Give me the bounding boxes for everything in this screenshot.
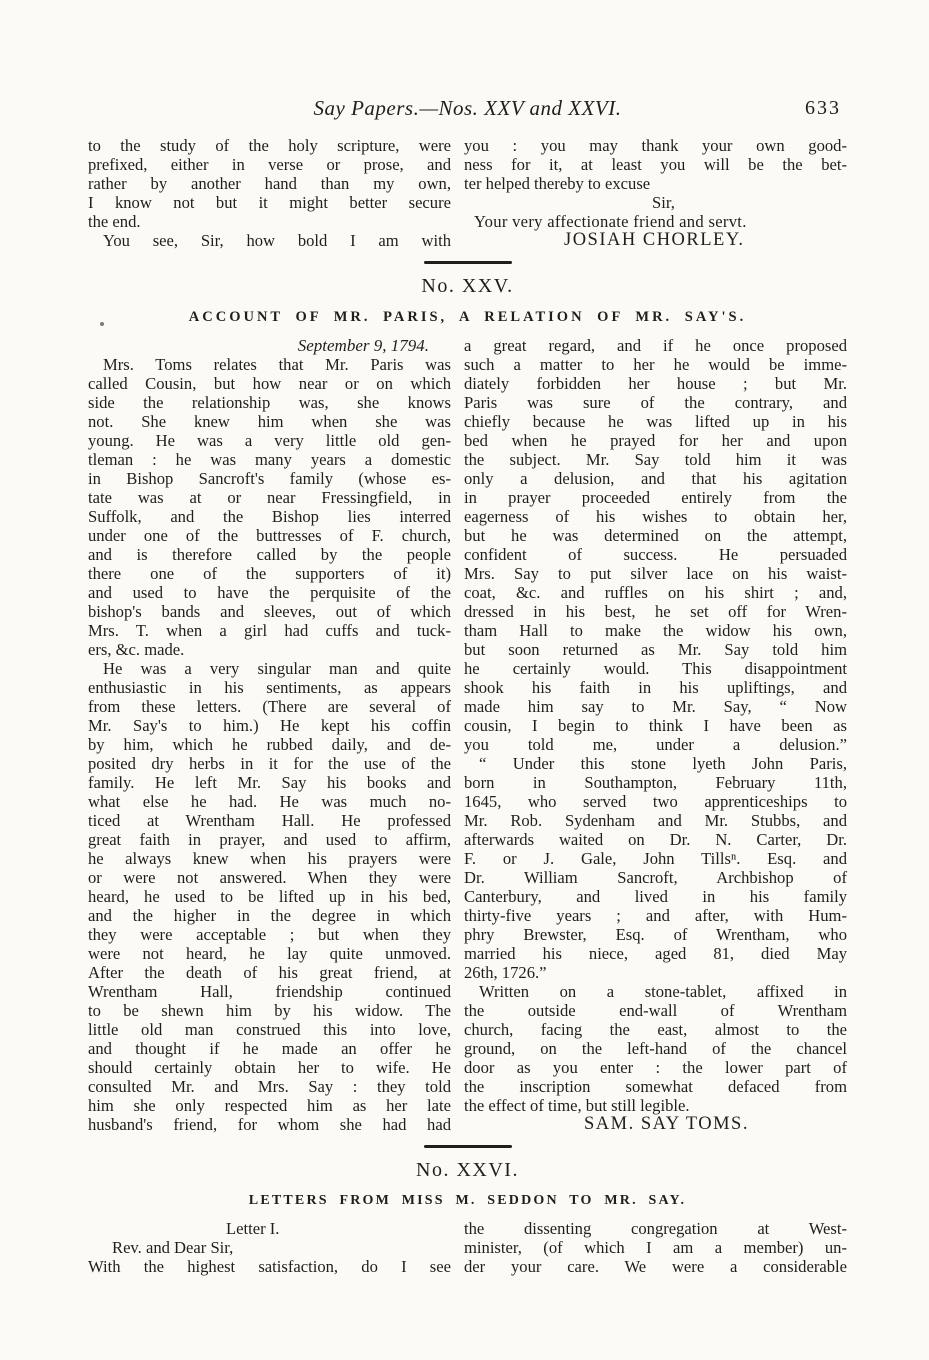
body-paragraph [464,336,847,754]
text-line: but soon returned as Mr. Say told him [464,640,847,659]
text-line: phry Brewster, Esq. of Wrentham, who [464,925,847,944]
text-line: a great regard, and if he once proposed [464,336,847,355]
text-line: rather by another hand than my own, [88,174,451,193]
letter-body-fragment [88,231,451,250]
letter-body-fragment [464,1219,847,1276]
text-line: F. or J. Gale, John Tillsⁿ. Esq. and [464,849,847,868]
text-line: cousin, I begin to think I have been as [464,716,847,735]
text-line: After the death of his great friend, at [88,963,451,982]
text-line: You see, Sir, how bold I am with [103,231,451,250]
letter-number: Letter I. [226,1219,280,1238]
text-line: the dissenting congregation at West- [464,1219,847,1238]
text-line: ter helped thereby to excuse [464,174,651,193]
text-line: door as you enter : the lower part of [464,1058,847,1077]
text-column-left [88,136,451,250]
text-line: der your care. We were a considerable [464,1257,847,1276]
text-line: “ Under this stone lyeth John Paris, [479,754,847,773]
body-paragraph [88,659,451,1134]
text-line: With the highest satisfaction, do I see [88,1257,451,1276]
text-line: diately forbidden her house ; but Mr. [464,374,847,393]
text-line: confident of success. He persuaded [464,545,847,564]
text-line: Canterbury, and lived in his family [464,887,847,906]
text-line: in Bishop Sancroft's family (whose es- [88,469,451,488]
text-line: the outside end-wall of Wrentham [464,1001,847,1020]
text-line: by him, which he rubbed daily, and de- [88,735,451,754]
text-line: him she only respected him as her late [88,1096,451,1115]
text-line: heard, he used to be lifted up in his bed, [88,887,451,906]
text-line: in prayer proceeded entirely from the [464,488,847,507]
text-line: ness for it, at least you will be the bet- [464,155,847,174]
text-line: to the study of the holy scripture, were [88,136,451,155]
text-line: and thought if he made an offer he [88,1039,451,1058]
section-number-xxv: No. XXV. [421,275,514,297]
closing-letter-columns [88,136,847,250]
text-line: eagerness of his wishes to obtain her, [464,507,847,526]
text-line: church, facing the east, almost to the [464,1020,847,1039]
text-column-left [88,336,451,1134]
text-line: young. He was a very little old gen- [88,431,451,450]
text-line: posited dry herbs in it for the use of the [88,754,451,773]
text-line: not. She knew him when she was [88,412,451,431]
text-line: tate was at or near Fressingfield, in [88,488,451,507]
text-line: prefixed, either in verse or prose, and [88,155,451,174]
text-line: called Cousin, but how near or on which [88,374,451,393]
running-title: Say Papers.—Nos. XXV and XXVI. [313,96,622,120]
text-line: under one of the buttresses of F. church, [88,526,451,545]
letter-signature: JOSIAH CHORLEY. [564,230,745,250]
text-line: married his niece, aged 81, died May [464,944,847,963]
text-line: what else he had. He was much no- [88,792,451,811]
text-line: and is therefore called by the people [88,545,451,564]
text-line: bishop's bands and sleeves, out of which [88,602,451,621]
text-column-right [464,336,847,1134]
text-line: or were not answered. When they were [88,868,451,887]
text-line: from these letters. (There are several of [88,697,451,716]
section-number-xxvi: No. XXVI. [416,1159,519,1181]
text-line: He was a very singular man and quite [103,659,451,678]
text-column-left [88,1219,451,1276]
text-line: thirty-five years ; and after, with Hum- [464,906,847,925]
text-column-right [464,1219,847,1276]
text-line: family. He left Mr. Say his books and [88,773,451,792]
text-line: Mrs. Say to put silver lace on his waist- [464,564,847,583]
text-line: there one of the supporters of it) [88,564,451,583]
text-line: Written on a stone-tablet, affixed in [479,982,847,1001]
text-line: I know not but it might better secure [88,193,451,212]
text-line: ground, on the left-hand of the chancel [464,1039,847,1058]
text-line: but he was determined on the attempt, [464,526,847,545]
section-xxv-columns [88,336,847,1134]
text-line: Suffolk, and the Bishop lies interred [88,507,451,526]
section-title-xxv: ACCOUNT OF MR. PARIS, A RELATION OF MR. SAY'S. [188,309,747,325]
body-paragraph [88,355,451,659]
text-line: Paris was sure of the contrary, and [464,393,847,412]
text-line: 26th, 1726.” [464,963,547,982]
text-line: great faith in prayer, and used to affirm, [88,830,451,849]
section-divider-rule [424,1145,512,1148]
letter-salutation: Rev. and Dear Sir, [112,1238,234,1257]
text-line: ticed at Wrentham Hall. He professed [88,811,451,830]
text-column-right [464,136,847,250]
text-line: side the relationship was, she knows [88,393,451,412]
text-line: minister, (of which I am a member) un- [464,1238,847,1257]
text-line: and used to have the perquisite of the [88,583,451,602]
text-line: Mrs. T. when a girl had cuffs and tuck- [88,621,451,640]
text-line: you told me, under a delusion.” [464,735,847,754]
page-number: 633 [805,97,841,119]
text-line: born in Southampton, February 11th, [464,773,847,792]
text-line: the inscription somewhat defaced from [464,1077,847,1096]
text-line: little old man construed this into love, [88,1020,451,1039]
text-line: should certainly obtain her to wife. He [88,1058,451,1077]
text-line: the subject. Mr. Say told him it was [464,450,847,469]
text-line: to be shewn him by his widow. The [88,1001,451,1020]
ink-speck [100,322,104,326]
text-line: enthusiastic in his sentiments, as appears [88,678,451,697]
text-line: shook his faith in his upliftings, and [464,678,847,697]
page-header [88,96,847,124]
text-line: such a matter to her he would be imme- [464,355,847,374]
text-line: the effect of time, but still legible. [464,1096,690,1115]
inscription-quote [464,754,847,982]
text-line: Mr. Rob. Sydenham and Mr. Stubbs, and [464,811,847,830]
text-line: only a delusion, and that his agitation [464,469,847,488]
text-line: dressed in his best, he set off for Wren- [464,602,847,621]
text-line: chiefly because he was lifted up in his [464,412,847,431]
text-line: coat, &c. and ruffles on his shirt ; and, [464,583,847,602]
body-paragraph [464,982,847,1115]
text-line: were not heard, he lay quite unmoved. [88,944,451,963]
letter-signature: SAM. SAY TOMS. [584,1114,749,1134]
text-line: 1645, who served two apprenticeships to [464,792,847,811]
letter-body-fragment [88,1257,451,1276]
text-line: the end. [88,212,141,231]
letter-valediction: Your very affectionate friend and servt. [474,212,747,231]
date-line: September 9, 1794. [297,336,429,355]
text-line: tham Hall to make the widow his own, [464,621,847,640]
text-line: Mr. Say's to him.) He kept his coffin [88,716,451,735]
text-line: he always knew when his prayers were [88,849,451,868]
letter-address: Sir, [652,193,675,212]
text-line: made him say to Mr. Say, “ Now [464,697,847,716]
text-line: Mrs. Toms relates that Mr. Paris was [103,355,451,374]
letter-body-fragment [464,136,847,174]
section-title-xxvi: LETTERS FROM MISS M. SEDDON TO MR. SAY. [248,1193,687,1208]
text-line: and the higher in the degree in which [88,906,451,925]
text-line: they were acceptable ; but when they [88,925,451,944]
letter-body-fragment [464,174,847,193]
text-line: Dr. William Sancroft, Archbishop of [464,868,847,887]
section-xxvi-columns [88,1219,847,1276]
text-line: you : you may thank your own good- [464,136,847,155]
text-line: Wrentham Hall, friendship continued [88,982,451,1001]
text-line: husband's friend, for whom she had had [88,1115,451,1134]
text-line: he certainly would. This disappointment [464,659,847,678]
text-line: ers, &c. made. [88,640,185,659]
letter-body-fragment [88,136,451,231]
text-line: consulted Mr. and Mrs. Say : they told [88,1077,451,1096]
text-line: afterwards waited on Dr. N. Carter, Dr. [464,830,847,849]
text-line: bed when he prayed for her and upon [464,431,847,450]
section-divider-rule [424,261,512,264]
text-line: tleman : he was many years a domestic [88,450,451,469]
